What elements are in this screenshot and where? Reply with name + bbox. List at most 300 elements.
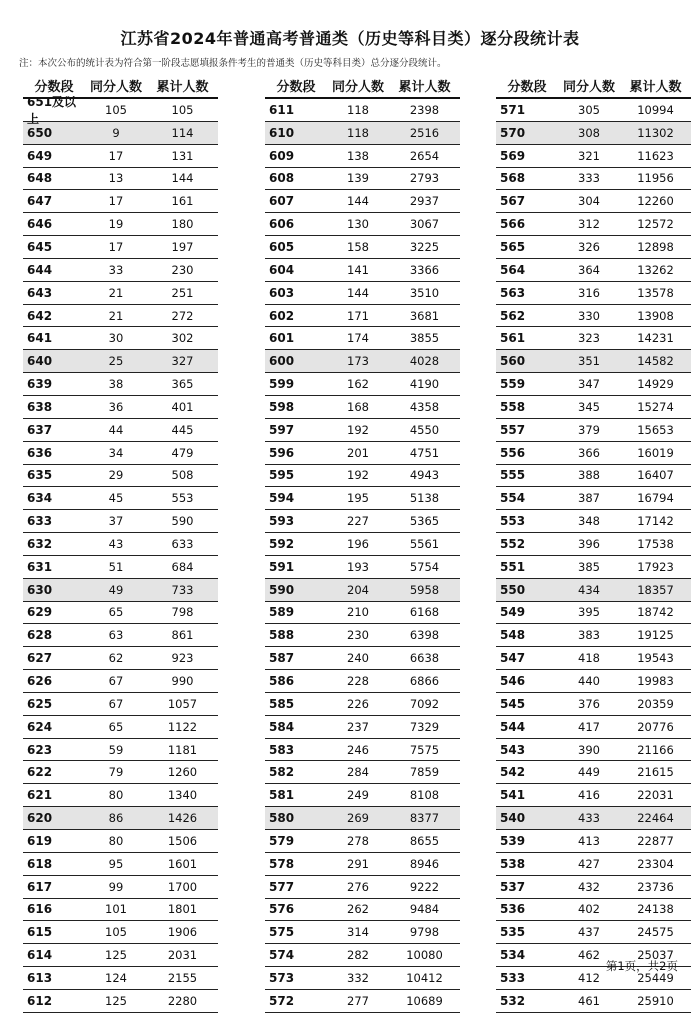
score-cell: 592 bbox=[269, 536, 295, 551]
table-row bbox=[496, 921, 691, 944]
same-score-count-cell: 204 bbox=[347, 582, 369, 597]
table-row bbox=[23, 853, 218, 876]
same-score-count-cell: 390 bbox=[578, 742, 600, 757]
score-cell: 581 bbox=[269, 788, 295, 803]
same-score-count-cell: 314 bbox=[347, 925, 369, 940]
cumulative-count-cell: 684 bbox=[171, 559, 194, 574]
same-score-count-cell: 130 bbox=[347, 217, 369, 232]
table-row bbox=[265, 921, 460, 944]
table-row bbox=[265, 693, 460, 716]
cumulative-count-cell: 798 bbox=[171, 605, 194, 620]
table-row bbox=[265, 807, 460, 830]
score-cell: 603 bbox=[269, 285, 295, 300]
cumulative-count-cell: 131 bbox=[171, 148, 194, 163]
same-score-count-cell: 345 bbox=[578, 399, 600, 414]
score-cell: 624 bbox=[27, 719, 53, 734]
cumulative-count-cell: 508 bbox=[171, 468, 194, 483]
cumulative-count-cell: 3067 bbox=[409, 217, 440, 232]
table-row bbox=[265, 259, 460, 282]
table-row bbox=[265, 624, 460, 647]
cumulative-count-cell: 105 bbox=[171, 102, 194, 117]
cumulative-count-cell: 9484 bbox=[409, 902, 440, 917]
cumulative-count-cell: 16407 bbox=[637, 468, 674, 483]
table-row bbox=[23, 990, 218, 1013]
cumulative-count-cell: 1906 bbox=[167, 925, 198, 940]
score-cell: 549 bbox=[500, 605, 526, 620]
cumulative-count-cell: 5138 bbox=[409, 491, 440, 506]
same-score-count-cell: 105 bbox=[105, 925, 127, 940]
same-score-count-cell: 228 bbox=[347, 674, 369, 689]
score-cell: 558 bbox=[500, 399, 526, 414]
table-column-1 bbox=[23, 73, 218, 1013]
table-row bbox=[23, 739, 218, 762]
same-score-count-cell: 396 bbox=[578, 536, 600, 551]
table-row bbox=[496, 693, 691, 716]
score-cell: 618 bbox=[27, 856, 53, 871]
table-row bbox=[265, 168, 460, 191]
score-cell: 611 bbox=[269, 102, 295, 117]
score-cell: 566 bbox=[500, 217, 526, 232]
score-cell: 580 bbox=[269, 811, 295, 826]
same-score-count-cell: 30 bbox=[108, 331, 124, 346]
cumulative-count-cell: 1601 bbox=[167, 856, 198, 871]
score-cell: 595 bbox=[269, 468, 295, 483]
same-score-count-cell: 312 bbox=[578, 217, 600, 232]
cumulative-count-cell: 20359 bbox=[637, 696, 674, 711]
cumulative-count-cell: 3855 bbox=[409, 331, 440, 346]
score-cell: 585 bbox=[269, 696, 295, 711]
cumulative-count-cell: 2937 bbox=[409, 194, 440, 209]
cumulative-count-cell: 365 bbox=[171, 377, 194, 392]
score-cell: 539 bbox=[500, 833, 526, 848]
cumulative-count-cell: 1057 bbox=[167, 696, 198, 711]
table-row bbox=[496, 876, 691, 899]
header-cell: 累计人数 bbox=[398, 79, 451, 95]
same-score-count-cell: 141 bbox=[347, 262, 369, 277]
same-score-count-cell: 51 bbox=[108, 559, 124, 574]
same-score-count-cell: 25 bbox=[108, 354, 124, 369]
cumulative-count-cell: 3366 bbox=[409, 262, 440, 277]
table-row bbox=[496, 465, 691, 488]
same-score-count-cell: 37 bbox=[108, 514, 124, 529]
score-cell: 550 bbox=[500, 582, 526, 597]
cumulative-count-cell: 5754 bbox=[409, 559, 440, 574]
same-score-count-cell: 118 bbox=[347, 125, 369, 140]
table-row bbox=[23, 876, 218, 899]
cumulative-count-cell: 1122 bbox=[167, 719, 198, 734]
same-score-count-cell: 462 bbox=[578, 948, 600, 963]
cumulative-count-cell: 990 bbox=[171, 674, 194, 689]
cumulative-count-cell: 8377 bbox=[409, 811, 440, 826]
same-score-count-cell: 139 bbox=[347, 171, 369, 186]
score-cell: 599 bbox=[269, 377, 295, 392]
table-row bbox=[496, 213, 691, 236]
table-row bbox=[265, 784, 460, 807]
same-score-count-cell: 162 bbox=[347, 377, 369, 392]
cumulative-count-cell: 4550 bbox=[409, 422, 440, 437]
table-row bbox=[265, 944, 460, 967]
score-cell: 568 bbox=[500, 171, 526, 186]
same-score-count-cell: 67 bbox=[108, 674, 124, 689]
cumulative-count-cell: 5958 bbox=[409, 582, 440, 597]
table-row bbox=[496, 602, 691, 625]
same-score-count-cell: 432 bbox=[578, 879, 600, 894]
same-score-count-cell: 321 bbox=[578, 148, 600, 163]
table-header bbox=[265, 73, 460, 99]
page-title: 江苏省2024年普通高考普通类（历史等科目类）逐分段统计表 bbox=[120, 29, 580, 48]
table-column-3 bbox=[496, 73, 691, 1013]
same-score-count-cell: 158 bbox=[347, 239, 369, 254]
cumulative-count-cell: 4943 bbox=[409, 468, 440, 483]
same-score-count-cell: 21 bbox=[108, 285, 124, 300]
table-row bbox=[23, 259, 218, 282]
table-row bbox=[265, 716, 460, 739]
score-cell: 596 bbox=[269, 445, 295, 460]
same-score-count-cell: 385 bbox=[578, 559, 600, 574]
cumulative-count-cell: 144 bbox=[171, 171, 194, 186]
cumulative-count-cell: 3510 bbox=[409, 285, 440, 300]
score-cell: 626 bbox=[27, 674, 53, 689]
cumulative-count-cell: 327 bbox=[171, 354, 194, 369]
same-score-count-cell: 99 bbox=[108, 879, 124, 894]
score-cell: 651及以上 bbox=[27, 94, 77, 126]
same-score-count-cell: 379 bbox=[578, 422, 600, 437]
score-cell: 578 bbox=[269, 856, 295, 871]
table-row bbox=[496, 305, 691, 328]
score-cell: 562 bbox=[500, 308, 526, 323]
cumulative-count-cell: 11302 bbox=[637, 125, 674, 140]
table-row bbox=[23, 327, 218, 350]
table-row bbox=[265, 967, 460, 990]
score-cell: 601 bbox=[269, 331, 295, 346]
same-score-count-cell: 29 bbox=[108, 468, 124, 483]
same-score-count-cell: 95 bbox=[108, 856, 124, 871]
same-score-count-cell: 13 bbox=[108, 171, 124, 186]
same-score-count-cell: 433 bbox=[578, 811, 600, 826]
cumulative-count-cell: 553 bbox=[171, 491, 194, 506]
same-score-count-cell: 125 bbox=[105, 948, 127, 963]
same-score-count-cell: 63 bbox=[108, 628, 124, 643]
same-score-count-cell: 9 bbox=[112, 125, 120, 140]
table-row bbox=[23, 693, 218, 716]
table-row bbox=[496, 145, 691, 168]
cumulative-count-cell: 22031 bbox=[637, 788, 674, 803]
cumulative-count-cell: 5365 bbox=[409, 514, 440, 529]
cumulative-count-cell: 17538 bbox=[637, 536, 674, 551]
table-row bbox=[23, 305, 218, 328]
table-row bbox=[23, 373, 218, 396]
same-score-count-cell: 171 bbox=[347, 308, 369, 323]
cumulative-count-cell: 6638 bbox=[409, 651, 440, 666]
score-cell: 576 bbox=[269, 902, 295, 917]
same-score-count-cell: 437 bbox=[578, 925, 600, 940]
same-score-count-cell: 17 bbox=[108, 148, 124, 163]
cumulative-count-cell: 9222 bbox=[409, 879, 440, 894]
cumulative-count-cell: 180 bbox=[171, 217, 194, 232]
score-cell: 594 bbox=[269, 491, 295, 506]
score-cell: 541 bbox=[500, 788, 526, 803]
score-cell: 615 bbox=[27, 925, 53, 940]
score-cell: 614 bbox=[27, 948, 53, 963]
cumulative-count-cell: 19543 bbox=[637, 651, 674, 666]
same-score-count-cell: 168 bbox=[347, 399, 369, 414]
score-cell: 586 bbox=[269, 674, 295, 689]
score-cell: 574 bbox=[269, 948, 295, 963]
table-row bbox=[496, 259, 691, 282]
cumulative-count-cell: 1700 bbox=[167, 879, 198, 894]
table-row bbox=[265, 282, 460, 305]
cumulative-count-cell: 12572 bbox=[637, 217, 674, 232]
table-row bbox=[265, 213, 460, 236]
score-cell: 545 bbox=[500, 696, 526, 711]
score-cell: 552 bbox=[500, 536, 526, 551]
table-row bbox=[23, 921, 218, 944]
table-row bbox=[496, 373, 691, 396]
cumulative-count-cell: 8655 bbox=[409, 833, 440, 848]
score-cell: 604 bbox=[269, 262, 295, 277]
cumulative-count-cell: 13908 bbox=[637, 308, 674, 323]
score-cell: 555 bbox=[500, 468, 526, 483]
score-cell: 632 bbox=[27, 536, 53, 551]
same-score-count-cell: 326 bbox=[578, 239, 600, 254]
score-cell: 583 bbox=[269, 742, 295, 757]
cumulative-count-cell: 23304 bbox=[637, 856, 674, 871]
score-cell: 564 bbox=[500, 262, 526, 277]
score-cell: 571 bbox=[500, 102, 526, 117]
table-row bbox=[23, 899, 218, 922]
same-score-count-cell: 417 bbox=[578, 719, 600, 734]
score-cell: 598 bbox=[269, 399, 295, 414]
table-row bbox=[265, 99, 460, 122]
header-cell: 累计人数 bbox=[156, 79, 209, 95]
cumulative-count-cell: 1260 bbox=[167, 765, 198, 780]
score-cell: 561 bbox=[500, 331, 526, 346]
same-score-count-cell: 402 bbox=[578, 902, 600, 917]
same-score-count-cell: 192 bbox=[347, 468, 369, 483]
score-cell: 629 bbox=[27, 605, 53, 620]
header-cell: 同分人数 bbox=[331, 79, 384, 95]
score-cell: 587 bbox=[269, 651, 295, 666]
same-score-count-cell: 138 bbox=[347, 148, 369, 163]
same-score-count-cell: 124 bbox=[105, 970, 127, 985]
table-row bbox=[23, 533, 218, 556]
score-cell: 593 bbox=[269, 514, 295, 529]
score-cell: 625 bbox=[27, 696, 53, 711]
table-row bbox=[265, 350, 460, 373]
table-row bbox=[496, 327, 691, 350]
score-cell: 559 bbox=[500, 377, 526, 392]
cumulative-count-cell: 2031 bbox=[167, 948, 198, 963]
same-score-count-cell: 348 bbox=[578, 514, 600, 529]
header-cell: 分数段 bbox=[276, 79, 316, 95]
cumulative-count-cell: 3225 bbox=[409, 239, 440, 254]
score-cell: 563 bbox=[500, 285, 526, 300]
same-score-count-cell: 418 bbox=[578, 651, 600, 666]
table-row bbox=[23, 967, 218, 990]
same-score-count-cell: 62 bbox=[108, 651, 124, 666]
same-score-count-cell: 277 bbox=[347, 993, 369, 1008]
cumulative-count-cell: 590 bbox=[171, 514, 194, 529]
cumulative-count-cell: 15653 bbox=[637, 422, 674, 437]
same-score-count-cell: 195 bbox=[347, 491, 369, 506]
score-cell: 650 bbox=[27, 125, 53, 140]
score-cell: 644 bbox=[27, 262, 53, 277]
score-cell: 567 bbox=[500, 194, 526, 209]
cumulative-count-cell: 1340 bbox=[167, 788, 198, 803]
cumulative-count-cell: 6398 bbox=[409, 628, 440, 643]
same-score-count-cell: 38 bbox=[108, 377, 124, 392]
table-row bbox=[23, 282, 218, 305]
table-row bbox=[265, 190, 460, 213]
table-row bbox=[265, 739, 460, 762]
score-cell: 548 bbox=[500, 628, 526, 643]
table-row bbox=[23, 784, 218, 807]
cumulative-count-cell: 1181 bbox=[167, 742, 198, 757]
same-score-count-cell: 21 bbox=[108, 308, 124, 323]
cumulative-count-cell: 11956 bbox=[637, 171, 674, 186]
cumulative-count-cell: 24575 bbox=[637, 925, 674, 940]
same-score-count-cell: 332 bbox=[347, 970, 369, 985]
table-row bbox=[265, 853, 460, 876]
score-cell: 591 bbox=[269, 559, 295, 574]
cumulative-count-cell: 302 bbox=[171, 331, 194, 346]
same-score-count-cell: 284 bbox=[347, 765, 369, 780]
same-score-count-cell: 173 bbox=[347, 354, 369, 369]
cumulative-count-cell: 18742 bbox=[637, 605, 674, 620]
cumulative-count-cell: 923 bbox=[171, 651, 194, 666]
same-score-count-cell: 49 bbox=[108, 582, 124, 597]
table-row bbox=[265, 533, 460, 556]
same-score-count-cell: 333 bbox=[578, 171, 600, 186]
same-score-count-cell: 262 bbox=[347, 902, 369, 917]
score-cell: 544 bbox=[500, 719, 526, 734]
table-row bbox=[496, 122, 691, 145]
score-cell: 557 bbox=[500, 422, 526, 437]
score-cell: 636 bbox=[27, 445, 53, 460]
same-score-count-cell: 226 bbox=[347, 696, 369, 711]
table-row bbox=[23, 944, 218, 967]
cumulative-count-cell: 230 bbox=[171, 262, 194, 277]
cumulative-count-cell: 861 bbox=[171, 628, 194, 643]
score-cell: 622 bbox=[27, 765, 53, 780]
table-row bbox=[23, 647, 218, 670]
cumulative-count-cell: 272 bbox=[171, 308, 194, 323]
cumulative-count-cell: 24138 bbox=[637, 902, 674, 917]
table-row bbox=[496, 990, 691, 1013]
table-row bbox=[23, 761, 218, 784]
score-cell: 637 bbox=[27, 422, 53, 437]
same-score-count-cell: 427 bbox=[578, 856, 600, 871]
score-cell: 639 bbox=[27, 377, 53, 392]
score-cell: 532 bbox=[500, 993, 526, 1008]
table-row bbox=[496, 350, 691, 373]
table-row bbox=[265, 990, 460, 1013]
cumulative-count-cell: 6866 bbox=[409, 674, 440, 689]
table-row bbox=[265, 510, 460, 533]
table-row bbox=[23, 670, 218, 693]
page-number: 第1页，共2页 bbox=[605, 959, 678, 973]
same-score-count-cell: 388 bbox=[578, 468, 600, 483]
score-cell: 616 bbox=[27, 902, 53, 917]
table-row bbox=[265, 236, 460, 259]
score-cell: 535 bbox=[500, 925, 526, 940]
table-row bbox=[23, 807, 218, 830]
table-row bbox=[496, 168, 691, 191]
cumulative-count-cell: 1426 bbox=[167, 811, 198, 826]
same-score-count-cell: 210 bbox=[347, 605, 369, 620]
same-score-count-cell: 416 bbox=[578, 788, 600, 803]
table-row bbox=[265, 487, 460, 510]
same-score-count-cell: 291 bbox=[347, 856, 369, 871]
score-cell: 635 bbox=[27, 468, 53, 483]
cumulative-count-cell: 2280 bbox=[167, 993, 198, 1008]
score-cell: 534 bbox=[500, 948, 526, 963]
same-score-count-cell: 305 bbox=[578, 102, 600, 117]
same-score-count-cell: 230 bbox=[347, 628, 369, 643]
same-score-count-cell: 383 bbox=[578, 628, 600, 643]
cumulative-count-cell: 21615 bbox=[637, 765, 674, 780]
score-cell: 609 bbox=[269, 148, 295, 163]
score-cell: 643 bbox=[27, 285, 53, 300]
score-cell: 649 bbox=[27, 148, 53, 163]
same-score-count-cell: 330 bbox=[578, 308, 600, 323]
score-cell: 584 bbox=[269, 719, 295, 734]
cumulative-count-cell: 7329 bbox=[409, 719, 440, 734]
same-score-count-cell: 304 bbox=[578, 194, 600, 209]
table-row bbox=[23, 350, 218, 373]
same-score-count-cell: 193 bbox=[347, 559, 369, 574]
table-row bbox=[496, 419, 691, 442]
same-score-count-cell: 201 bbox=[347, 445, 369, 460]
cumulative-count-cell: 733 bbox=[171, 582, 194, 597]
score-cell: 600 bbox=[269, 354, 295, 369]
table-row bbox=[23, 830, 218, 853]
score-cell: 547 bbox=[500, 651, 526, 666]
score-cell: 634 bbox=[27, 491, 53, 506]
same-score-count-cell: 449 bbox=[578, 765, 600, 780]
score-cell: 646 bbox=[27, 217, 53, 232]
same-score-count-cell: 105 bbox=[105, 102, 127, 117]
score-cell: 579 bbox=[269, 833, 295, 848]
table-row bbox=[265, 442, 460, 465]
score-cell: 606 bbox=[269, 217, 295, 232]
cumulative-count-cell: 15274 bbox=[637, 399, 674, 414]
same-score-count-cell: 174 bbox=[347, 331, 369, 346]
score-cell: 613 bbox=[27, 970, 53, 985]
cumulative-count-cell: 8946 bbox=[409, 856, 440, 871]
cumulative-count-cell: 21166 bbox=[637, 742, 674, 757]
cumulative-count-cell: 16019 bbox=[637, 445, 674, 460]
table-row bbox=[496, 807, 691, 830]
cumulative-count-cell: 14582 bbox=[637, 354, 674, 369]
cumulative-count-cell: 22877 bbox=[637, 833, 674, 848]
same-score-count-cell: 196 bbox=[347, 536, 369, 551]
cumulative-count-cell: 22464 bbox=[637, 811, 674, 826]
table-row bbox=[23, 190, 218, 213]
table-row bbox=[496, 761, 691, 784]
score-cell: 582 bbox=[269, 765, 295, 780]
score-cell: 570 bbox=[500, 125, 526, 140]
table-row bbox=[496, 579, 691, 602]
same-score-count-cell: 86 bbox=[108, 811, 124, 826]
cumulative-count-cell: 7859 bbox=[409, 765, 440, 780]
same-score-count-cell: 351 bbox=[578, 354, 600, 369]
same-score-count-cell: 65 bbox=[108, 719, 124, 734]
table-row bbox=[23, 579, 218, 602]
score-cell: 621 bbox=[27, 788, 53, 803]
score-cell: 648 bbox=[27, 171, 53, 186]
score-cell: 628 bbox=[27, 628, 53, 643]
